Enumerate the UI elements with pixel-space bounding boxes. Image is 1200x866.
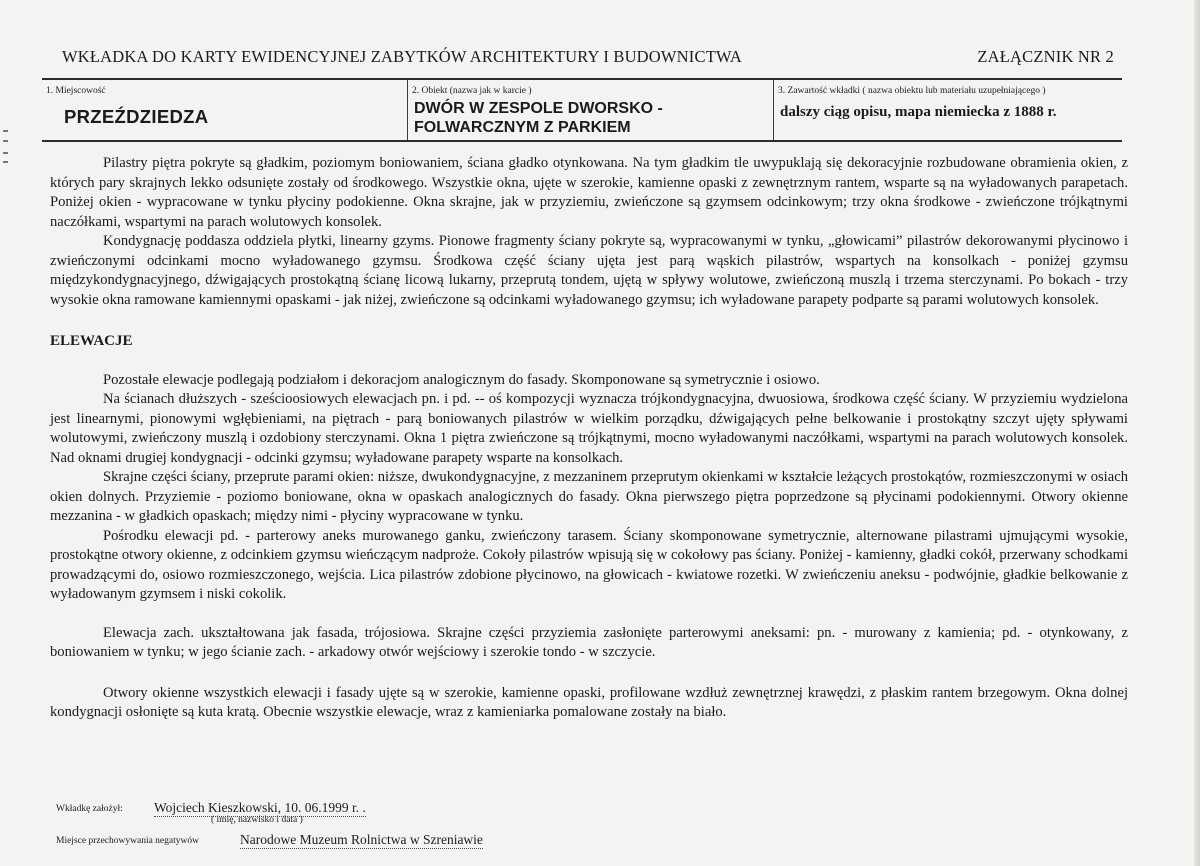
paragraph: Pozostałe elewacje podlegają podziałom i dekoracjom analogicznym do fasady. Skomponowane są symetrycznie i osiowo. (103, 371, 820, 388)
paragraph: Elewacja zach. ukształtowana jak fasada, trójosiowa. Skrajne części przyziemia zasłonięte parterowymi aneksami: pn. - murowany z kamienia; pd. - otynkowany, z boniowaniem w tynku; w jego ścianie zach. - arkadowy otwór wejściowy i szerokie tondo - w szczycie. (50, 624, 1128, 660)
document-title: WKŁADKA DO KARTY EWIDENCYJNEJ ZABYTKÓW ARCHITEKTURY I BUDOWNICTWA (62, 47, 743, 66)
paragraph: Skrajne części ściany, przeprute parami okien: niższe, dwukondygnacyjne, z mezzaninem przeprutym okienkami w kształcie leżących prostokątów, rozmieszczonymi w osiach okien dolnych. Przyziemie - poziomo boniowane, okna w opaskach analogicznych do fasady. Okna pierwszego piętra poprzedzone są płycinami podokiennymi. Otwory okienne mezzanina - w gładkich opaskach; między nimi - płyciny wypracowane w tynku. (50, 469, 1128, 524)
metadata-table (42, 78, 1122, 142)
description-body (50, 154, 1128, 723)
author-row (56, 800, 576, 816)
page-edge (1194, 0, 1200, 866)
negatives-row (56, 832, 576, 848)
author-label: Wkładkę założył: (56, 804, 123, 814)
annex-number: ZAŁĄCZNIK NR 2 (977, 47, 1114, 66)
content-label: 3. Zawartość wkładki ( nazwa obiektu lub materiału uzupełniającego ) (778, 86, 1046, 96)
object-value: DWÓR W ZESPOLE DWORSKO - FOLWARCZNYM Z PARKIEM (414, 100, 663, 136)
locality-value: PRZEŹDZIEDZA (64, 106, 209, 127)
document-footer (56, 800, 576, 848)
content-value: dalszy ciąg opisu, mapa niemiecka z 1888 r. (780, 104, 1057, 120)
content-cell (774, 80, 1122, 140)
locality-label: 1. Miejscowość (46, 86, 106, 96)
author-caption: ( imię, nazwisko i data ) (211, 815, 303, 825)
negatives-label: Miejsce przechowywania negatywów (56, 836, 199, 846)
paragraph: Otwory okienne wszystkich elewacji i fasady ujęte są w szerokie, kamienne opaski, profilowane wzdłuż zewnętrznej krawędzi, z płaskim rantem brzegowym. Okna dolnej kondygnacji osłonięte są kuta kratą. Obecnie wszystkie elewacje, wraz z kamieniarka pomalowane zostały na biało. (50, 684, 1128, 720)
object-label: 2. Obiekt (nazwa jak w karcie ) (412, 86, 532, 96)
author-caption-row (56, 816, 576, 828)
section-heading: ELEWACJE (50, 333, 133, 349)
locality-cell (42, 80, 408, 140)
paragraph: Kondygnację poddasza oddziela płytki, linearny gzyms. Pionowe fragmenty ściany pokryte są, wypracowanymi w tynku, „głowicami” pilastrów dekorowanymi płycinowo i zwieńczonymi odcinkami mocno wyładowanego gzymsu. Środkowa część ściany ujęta jest parą wąskich pilastrów, wspartych na konsolkach - poniżej gzymsu międzykondygnacyjnego, dźwigających prostokątną ścianę licową lukarny, przeprutą tondem, ujętą w spływy wolutowe, zwieńczoną muszlą i trzema sterczynami. Po bokach - trzy wysokie okna ramowane kamiennymi opaskami - jak niżej, zwieńczone są odcinkami wyładowanego gzymsu; ich wyładowane parapety podparte są parami wolutowych konsolek. (50, 233, 1128, 308)
document-header (60, 47, 1120, 67)
negatives-value: Narodowe Muzeum Rolnictwa w Szreniawie (240, 832, 483, 847)
object-cell (408, 80, 774, 140)
paragraph: Pilastry piętra pokryte są gładkim, poziomym boniowaniem, ściana gładko otynkowana. Na tym gładkim tle uwypuklają się dekoracyjnie rozbudowane obramienia okien, z których pary skrajnych lekko odsunięte zostały od środkowego. Wszystkie okna, ujęte w szerokie, kamienne opaski z zewnętrznym rantem, wsparte są na wyładowanych parapetach. Poniżej okien - wypracowane w tynku płyciny podokienne. Okna skrajne, jak w przyziemiu, zwieńczone są gzymsem odcinkowym; trzy okna środkowe - zwieńczone trójkątnymi naczółkami, wspartymi na parach wolutowych konsolek. (50, 155, 1128, 230)
paragraph: Na ścianach dłuższych - sześcioosiowych elewacjach pn. i pd. -- oś kompozycji wyznacza trójkondygnacyjna, dwuosiowa, środkowa część ściany. W przyziemiu wydzielona jest linearnymi, pionowymi wgłębieniami, na piętrach - parą boniowanych pilastrów w wielkim porządku, dźwigających pełne belkowanie i prostokątny szczyt ujęty spływami wolutowymi, zwieńczony muszlą i ozdobiony sterczynami. Okna 1 piętra zwieńczone są trójkątnymi, mocno wyładowanymi naczółkami, wspartymi na parach wolutowych konsolek. Nad oknami drugiej kondygnacji - odcinki gzymsu; wyładowane parapety wsparte na konsolkach. (50, 391, 1128, 466)
margin-marks (3, 130, 11, 170)
author-value: Wojciech Kieszkowski, 10. 06.1999 r. . (154, 800, 366, 815)
paragraph: Pośrodku elewacji pd. - parterowy aneks murowanego ganku, zwieńczony tarasem. Ściany skomponowane symetrycznie, alternowane pilastrami ujmującymi wysokie, prostokątne otwory okienne, z odcinkiem gzymsu wieńczącym nadproże. Cokoły pilastrów wpisują się w cokołowy pas ściany. Poniżej - kamienny, gładki cokół, przerwany schodkami prowadzącymi do, osiowo rozmieszczonego, wejścia. Lica pilastrów zdobione płycinowo, na głowicach - kwiatowe rozetki. W zwieńczeniu aneksu - podwójnie, gładkie belkowanie z wyładowanym gzymsem i niski cokolik. (50, 527, 1128, 602)
